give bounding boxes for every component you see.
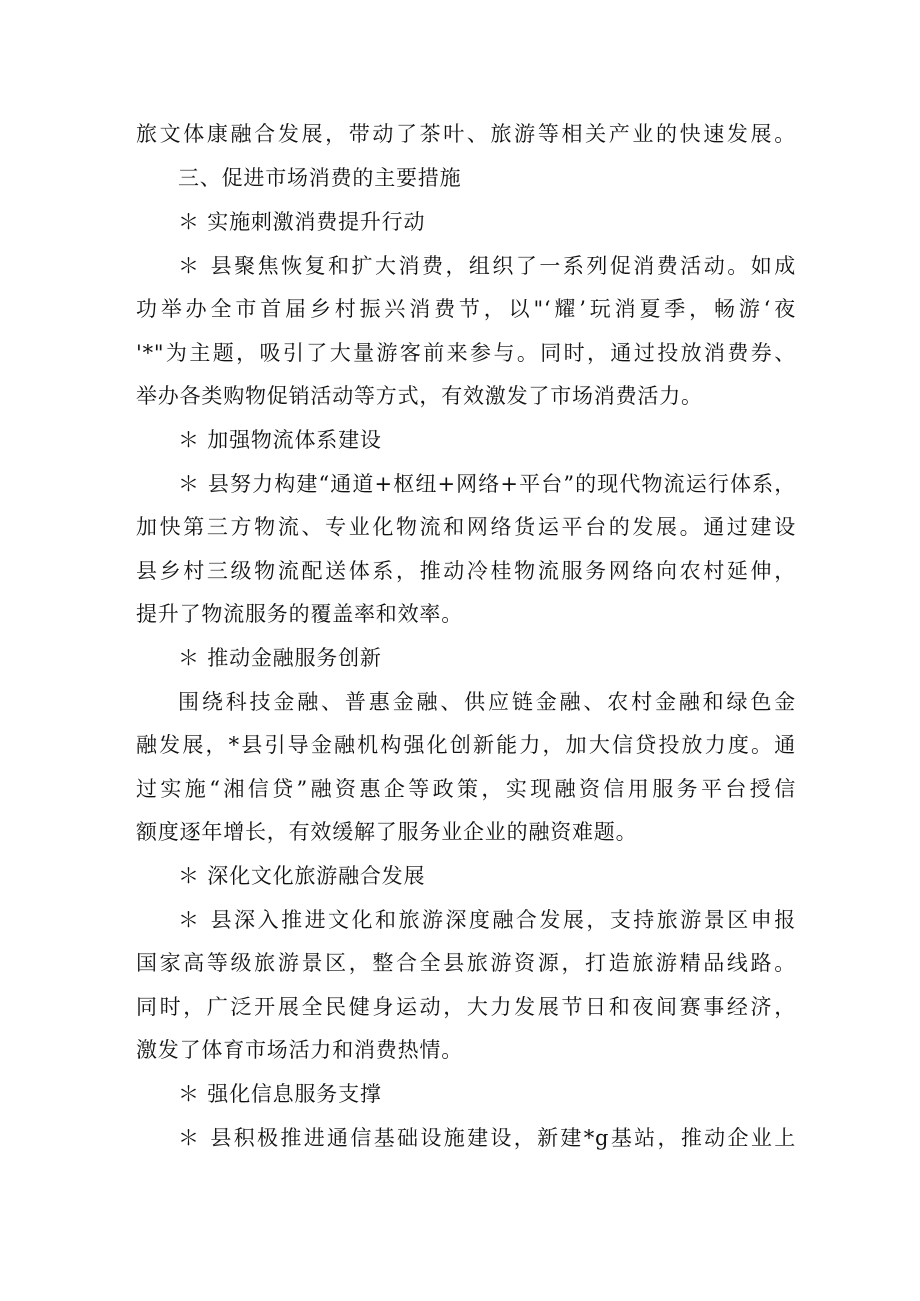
paragraph-line: 提升了物流服务的覆盖率和效率。 (136, 602, 463, 626)
paragraph-line: ＊ 县深入推进文化和旅游深度融合发展，支持旅游景区申报 (178, 908, 796, 932)
paragraph-line: '*"为主题，吸引了大量游客前来参与。同时，通过投放消费券、 (136, 341, 796, 365)
subsection-heading: ＊ 推动金融服务创新 (178, 646, 382, 670)
section-heading: 三、促进市场消费的主要措施 (178, 166, 462, 190)
paragraph-line: 举办各类购物促销活动等方式，有效激发了市场消费活力。 (136, 384, 703, 408)
paragraph-line: ＊ 县努力构建“通道+枢纽+网络+平台”的现代物流运行体系， (178, 472, 796, 496)
paragraph-line: 过实施“湘信贷”融资惠企等政策，实现融资信用服务平台授信 (136, 777, 796, 801)
subsection-heading: ＊ 加强物流体系建设 (178, 428, 382, 452)
paragraph-line: 旅文体康融合发展，带动了茶叶、旅游等相关产业的快速发展。 (136, 122, 796, 146)
paragraph-line: 加快第三方物流、专业化物流和网络货运平台的发展。通过建设 (136, 515, 796, 539)
paragraph-line: 同时，广泛开展全民健身运动，大力发展节日和夜间赛事经济， (136, 995, 796, 1019)
paragraph-line: 围绕科技金融、普惠金融、供应链金融、农村金融和绿色金 (178, 690, 796, 714)
subsection-heading: ＊ 深化文化旅游融合发展 (178, 864, 426, 888)
subsection-heading: ＊ 实施刺激消费提升行动 (178, 210, 426, 234)
paragraph-line: 功举办全市首届乡村振兴消费节，以"‘耀’玩消夏季，畅游‘夜 (136, 297, 796, 321)
paragraph-line: 融发展，*县引导金融机构强化创新能力，加大信贷投放力度。通 (136, 733, 796, 757)
subsection-heading: ＊ 强化信息服务支撑 (178, 1082, 382, 1106)
paragraph-line: ＊ 县聚焦恢复和扩大消费，组织了一系列促消费活动。如成 (178, 254, 796, 278)
paragraph-line: 县乡村三级物流配送体系，推动冷桂物流服务网络向农村延伸， (136, 559, 796, 583)
paragraph-line: 国家高等级旅游景区，整合全县旅游资源，打造旅游精品线路。 (136, 951, 796, 975)
paragraph-line: 额度逐年增长，有效缓解了服务业企业的融资难题。 (136, 820, 638, 844)
paragraph-line: 激发了体育市场活力和消费热情。 (136, 1038, 463, 1062)
paragraph-line: ＊ 县积极推进通信基础设施建设，新建*g基站，推动企业上 (178, 1126, 796, 1150)
